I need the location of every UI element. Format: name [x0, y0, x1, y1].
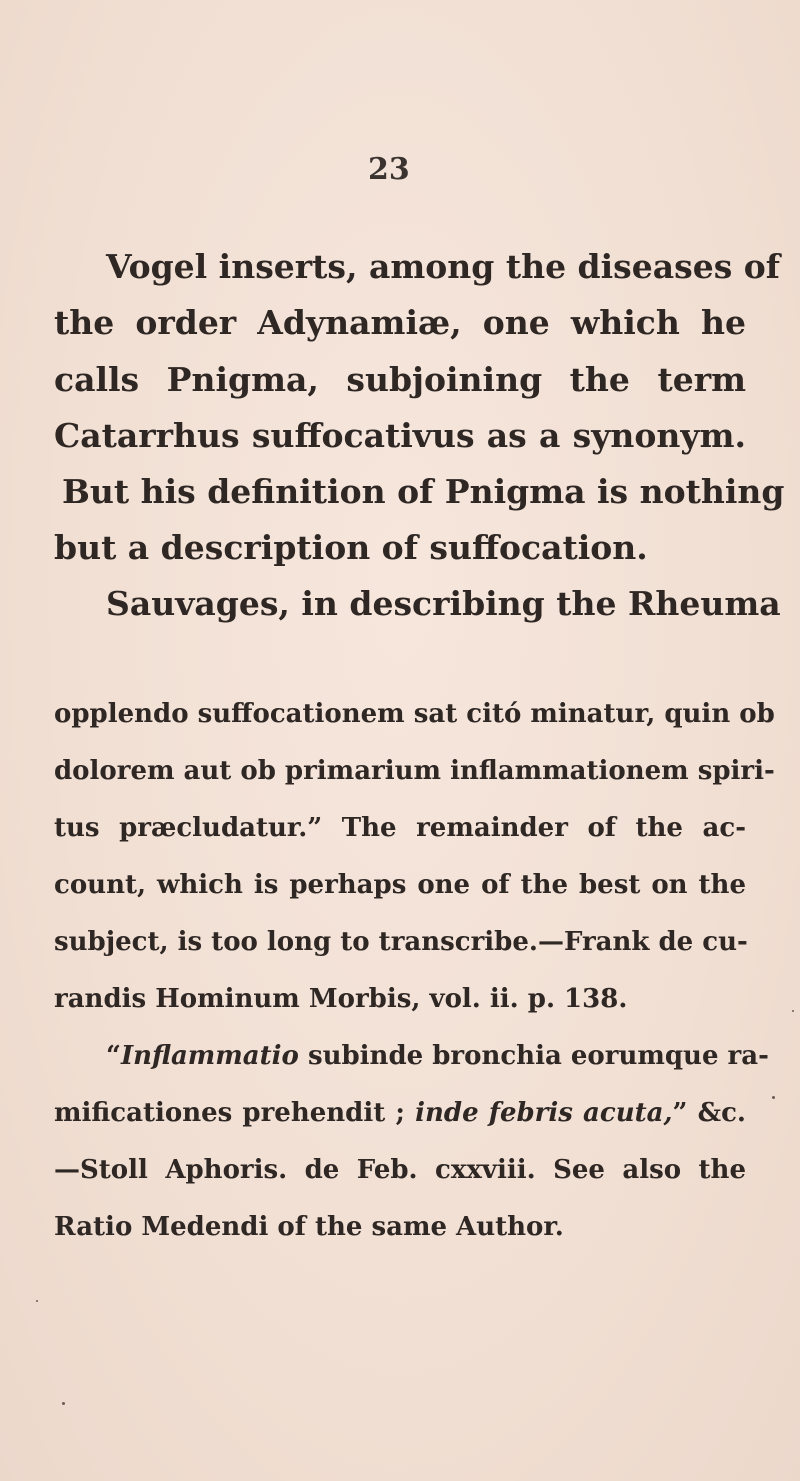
passage-line: Vogel inserts, among the diseases of — [106, 247, 780, 286]
quote-text: subinde bronchia eorumque ra- — [307, 1041, 769, 1071]
quote-term: Inflammatio — [120, 1041, 299, 1071]
footnote-line: count, which is perhaps one of the best on the — [54, 870, 746, 900]
quote-text: mificationes prehendit ; — [54, 1098, 405, 1128]
paper-speck — [36, 1300, 38, 1302]
passage-line: Catarrhus suffocativus as a synonym. — [54, 416, 746, 455]
quote-line — [54, 1097, 746, 1129]
paper-speck — [62, 1402, 65, 1405]
footnote-line: tus præcludatur.” The remainder of the ac- — [54, 813, 746, 843]
citation-line: Ratio Medendi of the same Author. — [54, 1212, 564, 1242]
footnote-line: dolorem aut ob primarium inflammationem spiri- — [54, 756, 775, 786]
paper-speck — [772, 1096, 775, 1099]
passage-line: calls Pnigma, subjoining the term — [54, 360, 746, 399]
passage-line: But his definition of Pnigma is nothing — [62, 472, 785, 511]
passage-line: the order Adynamiæ, one which he — [54, 303, 746, 342]
passage-line: Sauvages, in describing the Rheuma — [106, 584, 781, 623]
quote-italic-text: inde febris acuta, — [415, 1098, 673, 1128]
quote-text: ” &c. — [672, 1098, 746, 1128]
footnote-line: randis Hominum Morbis, vol. ii. p. 138. — [54, 984, 628, 1014]
quote-line — [106, 1040, 769, 1072]
page-number: 23 — [368, 152, 410, 187]
footnote-line: opplendo suffocationem sat citó minatur, quin ob — [54, 699, 775, 729]
paper-speck — [792, 1010, 794, 1012]
citation-line: —Stoll Aphoris. de Feb. cxxviii. See also the — [54, 1155, 746, 1185]
passage-line: but a description of suffocation. — [54, 528, 648, 567]
open-quote: “ — [106, 1041, 121, 1071]
footnote-line: subject, is too long to transcribe.—Frank de cu- — [54, 927, 748, 957]
